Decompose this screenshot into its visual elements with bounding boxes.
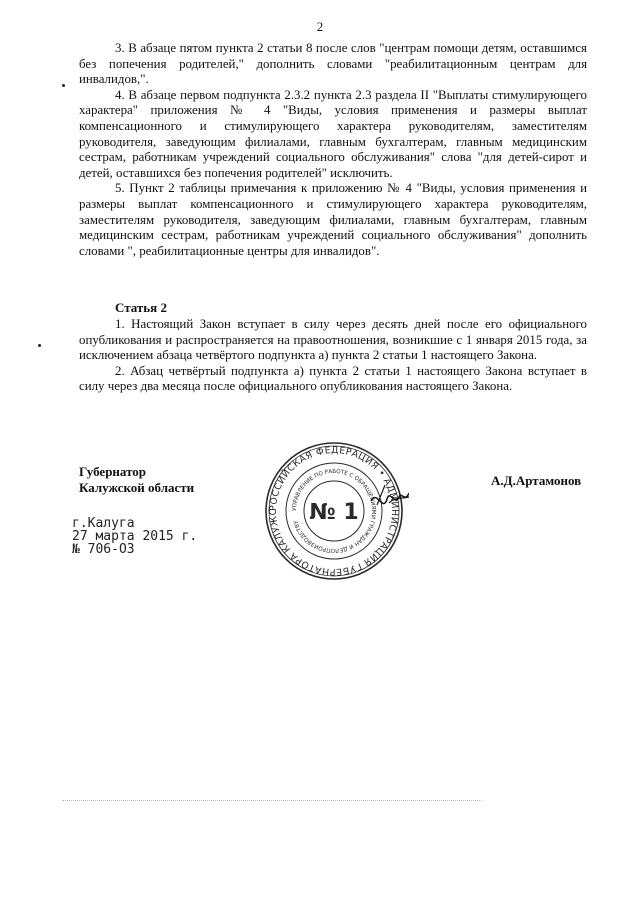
- scan-artifact-line: [62, 800, 482, 801]
- signatory-title: [79, 464, 194, 496]
- article2-heading: Статья 2: [115, 300, 167, 315]
- place-city: г.Калуга: [72, 516, 135, 531]
- article2-body: [79, 317, 587, 395]
- seal-outer-text: РОССИЙСКАЯ ФЕДЕРАЦИЯ • АДМИНИСТРАЦИЯ ГУБЕРНАТОРА КАЛУЖС: [267, 444, 401, 578]
- seal-number: № 1: [309, 500, 359, 525]
- official-seal: [259, 441, 409, 586]
- page-number: 2: [316, 19, 324, 34]
- signatory-title-line2: Калужской области: [79, 480, 195, 495]
- article1-continuation: [79, 41, 587, 259]
- scan-speck: [62, 84, 65, 87]
- document-number: № 706-ОЗ: [72, 542, 135, 557]
- paragraph-5: 5. Пункт 2 таблицы примечания к приложению № 4 "Виды, условия применения и размеры выплат компенсационного и стимулирующего характера руководителям, заместителям руководителя, заведующим филиалами, главным бухгалтерам, главным медицинским сестрам, работникам учреждений социального обслуживания" дополнить словами ", реабилитационные центры для инвалидов".: [79, 181, 587, 258]
- scan-speck: [38, 344, 41, 347]
- article2-paragraph-2: 2. Абзац четвёртый подпункта а) пункта 2 статьи 1 настоящего Закона вступает в силу через два месяца после официального опубликования настоящего Закона.: [79, 363, 587, 394]
- signatory-title-line1: Губернатор: [79, 464, 147, 479]
- document-date: 27 марта 2015 г.: [72, 529, 198, 544]
- signatory-name: А.Д.Артамонов: [491, 473, 582, 488]
- paragraph-4: 4. В абзаце первом подпункта 2.3.2 пункта 2.3 раздела II "Выплаты стимулирующего характера" приложения № 4 "Виды, условия применения и размеры выплат компенсационного и стимулирующего характера руководителям, заместителям руководителя, заведующим филиалами, главным бухгалтерам, главным медицинским сестрам, работникам учреждений социального обслуживания" слова "для детей-сирот и детей, оставшихся без попечения родителей" исключить.: [79, 87, 587, 180]
- place-date-block: [72, 517, 197, 556]
- paragraph-3: 3. В абзаце пятом пункта 2 статьи 8 после слов "центрам помощи детям, оставшимся без попечения родителей," дополнить словами "реабилитационным центрам для инвалидов,".: [79, 41, 587, 87]
- article2-paragraph-1: 1. Настоящий Закон вступает в силу через десять дней после его официального опубликования и распространяется на правоотношения, возникшие с 1 января 2015 года, за исключением абзаца четвёртого подпункта а) пункта 2 статьи 1 настоящего Закона.: [79, 317, 587, 363]
- seal-inner-text: УПРАВЛЕНИЕ ПО РАБОТЕ С ОБРАЩЕНИЯМИ ГРАЖДАН И ДЕЛОПРОИЗВОДСТВУ: [291, 468, 377, 554]
